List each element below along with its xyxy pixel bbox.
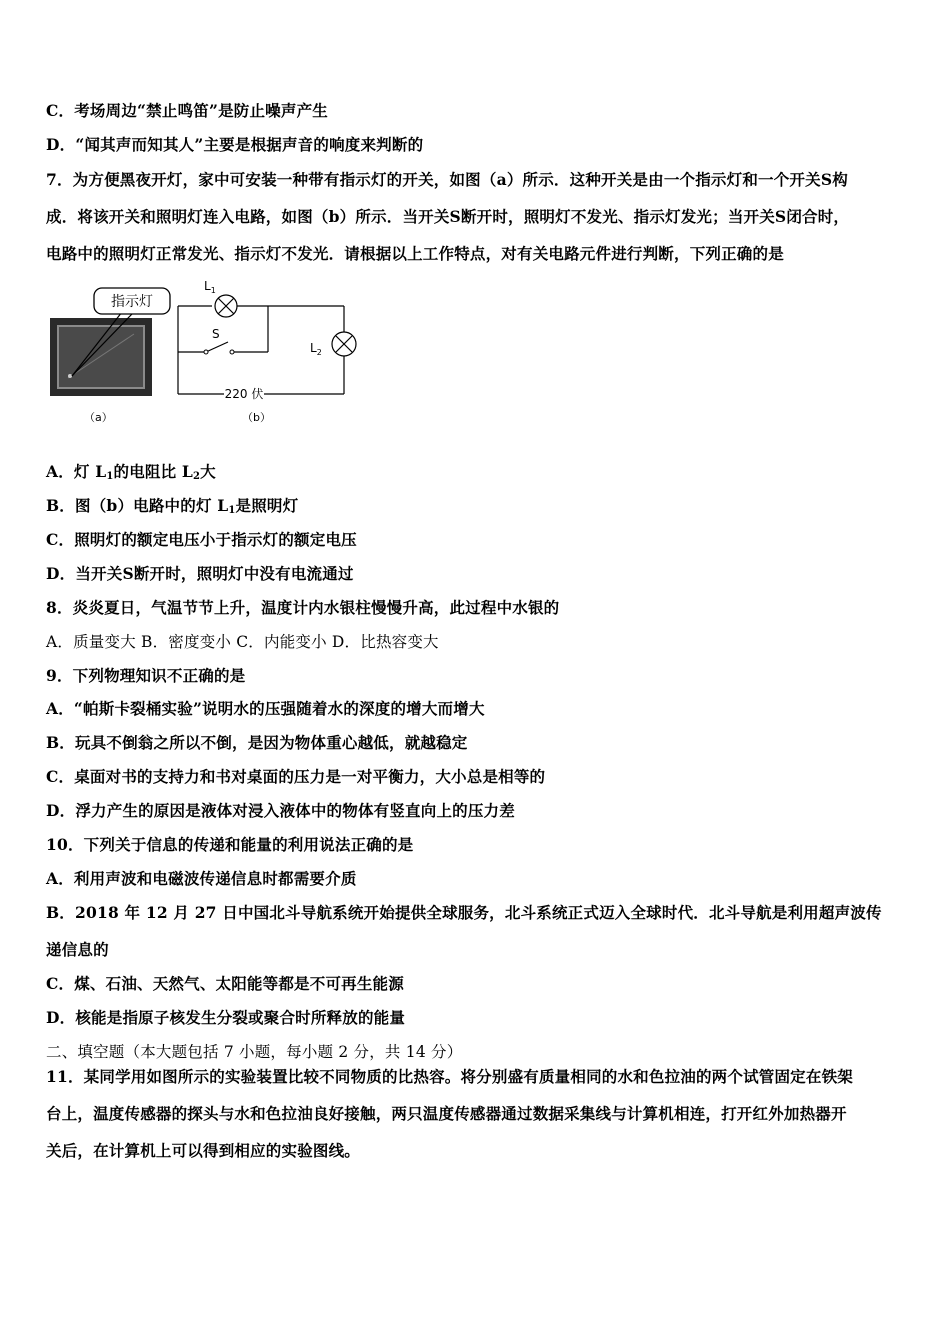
switch-circuit-figure (46, 276, 376, 426)
q7-option-b: B．图（b）电路中的灯 $L_1$是照明灯 (46, 496, 299, 516)
q9-option-c: C．桌面对书的支持力和书对桌面的压力是一对平衡力，大小总是相等的 (46, 767, 546, 786)
circuit-diagram (178, 295, 356, 394)
q10-option-b-line1: B．2018 年 12 月 27 日中国北斗导航系统开始提供全球服务，北斗系统正式迈入全球时代．北斗导航是利用超声波传 (46, 903, 882, 922)
caption-b: （b） (242, 411, 271, 424)
q7-option-c: C．照明灯的额定电压小于指示灯的额定电压 (46, 530, 357, 549)
q7-stem-line1: 7．为方便黑夜开灯，家中可安装一种带有指示灯的开关，如图（a）所示．这种开关是由一个指示灯和一个开关S构 (46, 170, 848, 189)
q9-stem: 9．下列物理知识不正确的是 (46, 666, 246, 685)
q11-line1: 11．某同学用如图所示的实验装置比较不同物质的比热容。将分别盛有质量相同的水和色拉油的两个试管固定在铁架 (46, 1067, 853, 1086)
section2-heading: 二、填空题（本大题包括 7 小题，每小题 2 分，共 14 分） (46, 1043, 463, 1061)
l2-label: $L_2$ (310, 341, 322, 357)
l1-label: $L_1$ (204, 279, 216, 295)
caption-a: （a） (84, 411, 113, 424)
switch-panel-image (50, 318, 152, 396)
q9-option-a: A．“帕斯卡裂桶实验”说明水的压强随着水的深度的增大而增大 (46, 699, 485, 718)
q9-option-d: D．浮力产生的原因是液体对浸入液体中的物体有竖直向上的压力差 (46, 801, 515, 820)
q8-options: A．质量变大 B．密度变小 C．内能变小 D．比热容变大 (46, 633, 439, 651)
q6-option-c: C．考场周边“禁止鸣笛”是防止噪声产生 (46, 101, 328, 120)
q7-stem-line2: 成．将该开关和照明灯连入电路，如图（b）所示．当开关S断开时，照明灯不发光、指示灯发光；当开关S闭合时， (46, 207, 850, 226)
q10-option-b-line2: 递信息的 (46, 940, 109, 959)
q10-stem: 10．下列关于信息的传递和能量的利用说法正确的是 (46, 835, 414, 854)
q9-option-b: B．玩具不倒翁之所以不倒，是因为物体重心越低，就越稳定 (46, 733, 468, 752)
q7-stem-line3: 电路中的照明灯正常发光、指示灯不发光．请根据以上工作特点，对有关电路元件进行判断，下列正确的是 (46, 244, 784, 263)
q10-option-c: C．煤、石油、天然气、太阳能等都是不可再生能源 (46, 974, 404, 993)
q8-stem: 8．炎炎夏日，气温节节上升，温度计内水银柱慢慢升高，此过程中水银的 (46, 598, 560, 617)
q7-option-a: A．灯 $L_1$的电阻比 $L_2$大 (46, 462, 216, 482)
q10-option-a: A．利用声波和电磁波传递信息时都需要介质 (46, 869, 357, 888)
voltage-label: 220 伏 (224, 387, 264, 401)
q10-option-d: D．核能是指原子核发生分裂或聚合时所释放的能量 (46, 1008, 406, 1027)
indicator-label: 指示灯 (111, 294, 153, 310)
q7-option-d: D．当开关S断开时，照明灯中没有电流通过 (46, 564, 354, 583)
q6-option-d: D．“闻其声而知其人”主要是根据声音的响度来判断的 (46, 135, 424, 154)
q11-line2: 台上，温度传感器的探头与水和色拉油良好接触，两只温度传感器通过数据采集线与计算机相连，打开红外加热器开 (46, 1104, 847, 1123)
s-label: S (212, 327, 220, 341)
q11-line3: 关后，在计算机上可以得到相应的实验图线。 (46, 1141, 361, 1160)
